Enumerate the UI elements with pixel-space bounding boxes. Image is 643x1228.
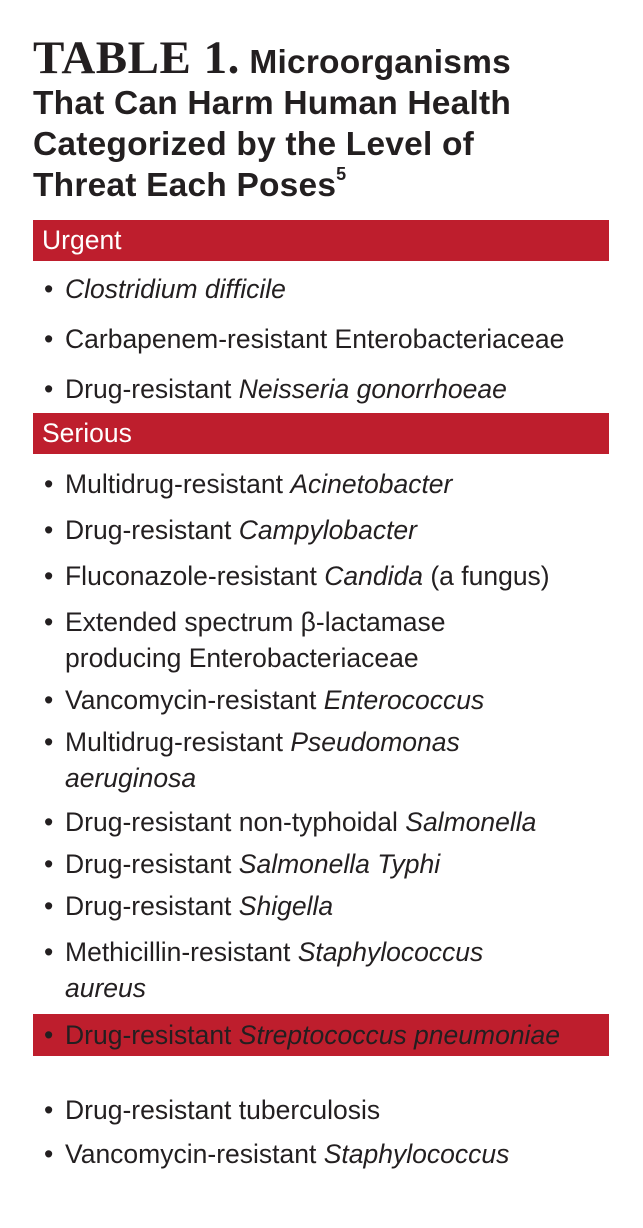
list-item bbox=[33, 724, 609, 796]
bullet-icon: • bbox=[44, 937, 54, 967]
list-item bbox=[33, 804, 609, 840]
list-item bbox=[33, 271, 609, 307]
organism-list-serious bbox=[33, 466, 609, 1172]
bullet-icon: • bbox=[44, 469, 54, 499]
category-list bbox=[33, 220, 609, 1172]
organism-name-italic: Candida bbox=[324, 561, 423, 591]
table-number: TABLE 1. bbox=[33, 32, 240, 84]
table-container bbox=[33, 32, 609, 1172]
item-text: Drug-resistant non-typhoidal bbox=[65, 807, 406, 837]
bullet-icon: • bbox=[44, 685, 54, 715]
bullet-icon: • bbox=[44, 515, 54, 545]
organism-name-italic: Acinetobacter bbox=[290, 469, 453, 499]
bullet-icon: • bbox=[44, 1095, 54, 1125]
item-text: Carbapenem-resistant Enterobacteriaceae bbox=[65, 324, 565, 354]
list-item bbox=[33, 321, 609, 357]
bullet-icon: • bbox=[44, 274, 54, 304]
list-item bbox=[33, 1136, 609, 1172]
item-text: Drug-resistant bbox=[65, 1020, 239, 1050]
list-item bbox=[33, 846, 609, 882]
category-header-urgent: Urgent bbox=[33, 220, 609, 261]
list-item bbox=[33, 371, 609, 407]
list-item bbox=[33, 1014, 609, 1056]
bullet-icon: • bbox=[44, 891, 54, 921]
bullet-icon: • bbox=[44, 374, 54, 404]
list-item bbox=[33, 466, 609, 502]
title-line-1: Microorganisms bbox=[249, 44, 511, 81]
item-text: Methicillin-resistant bbox=[65, 937, 298, 967]
item-text: Multidrug-resistant bbox=[65, 469, 291, 499]
list-item bbox=[33, 934, 609, 1006]
organism-name-italic: Enterococcus bbox=[323, 685, 485, 715]
item-text: Multidrug-resistant bbox=[65, 727, 291, 757]
organism-name-italic: Salmonella Typhi bbox=[238, 849, 441, 879]
bullet-icon: • bbox=[44, 1020, 54, 1050]
item-text: Vancomycin-resistant bbox=[65, 1139, 324, 1169]
bullet-icon: • bbox=[44, 807, 54, 837]
organism-name-italic: Clostridium difficile bbox=[65, 274, 286, 304]
organism-name-italic: Streptococcus pneumoniae bbox=[238, 1020, 560, 1050]
title-line-3: Categorized by the Level of bbox=[33, 126, 474, 163]
item-text: Drug-resistant bbox=[65, 515, 239, 545]
bullet-icon: • bbox=[44, 849, 54, 879]
item-text: producing Enterobacteriaceae bbox=[65, 643, 419, 673]
title-line-2: That Can Harm Human Health bbox=[33, 85, 511, 122]
organism-name-italic: Staphylococcus bbox=[323, 1139, 510, 1169]
item-text: Vancomycin-resistant bbox=[65, 685, 324, 715]
table-title bbox=[33, 32, 609, 206]
item-text: Fluconazole-resistant bbox=[65, 561, 325, 591]
item-text: Drug-resistant bbox=[65, 849, 239, 879]
organism-name-italic: Pseudomonas bbox=[290, 727, 460, 757]
title-line-4: Threat Each Poses bbox=[33, 167, 337, 204]
list-item bbox=[33, 604, 609, 676]
list-item bbox=[33, 888, 609, 924]
organism-name-italic: Salmonella bbox=[405, 807, 537, 837]
organism-list-urgent bbox=[33, 271, 609, 407]
list-item bbox=[33, 1092, 609, 1128]
item-text: Drug-resistant tuberculosis bbox=[65, 1095, 381, 1125]
bullet-icon: • bbox=[44, 324, 54, 354]
organism-name-italic: Shigella bbox=[238, 891, 334, 921]
reference-superscript: 5 bbox=[336, 164, 347, 184]
item-text: Extended spectrum β-lactamase bbox=[65, 607, 446, 637]
list-item bbox=[33, 512, 609, 548]
category-header-serious: Serious bbox=[33, 413, 609, 454]
organism-name-italic: Neisseria gonorrhoeae bbox=[238, 374, 507, 404]
bullet-icon: • bbox=[44, 1139, 54, 1169]
organism-name-italic: Staphylococcus bbox=[297, 937, 484, 967]
list-item bbox=[33, 682, 609, 718]
bullet-icon: • bbox=[44, 727, 54, 757]
bullet-icon: • bbox=[44, 607, 54, 637]
organism-name-italic: aeruginosa bbox=[65, 763, 197, 793]
item-text: (a fungus) bbox=[422, 561, 550, 591]
bullet-icon: • bbox=[44, 561, 54, 591]
list-item bbox=[33, 558, 609, 594]
organism-name-italic: Campylobacter bbox=[238, 515, 417, 545]
organism-name-italic: aureus bbox=[65, 973, 147, 1003]
item-text: Drug-resistant bbox=[65, 891, 239, 921]
item-text: Drug-resistant bbox=[65, 374, 239, 404]
